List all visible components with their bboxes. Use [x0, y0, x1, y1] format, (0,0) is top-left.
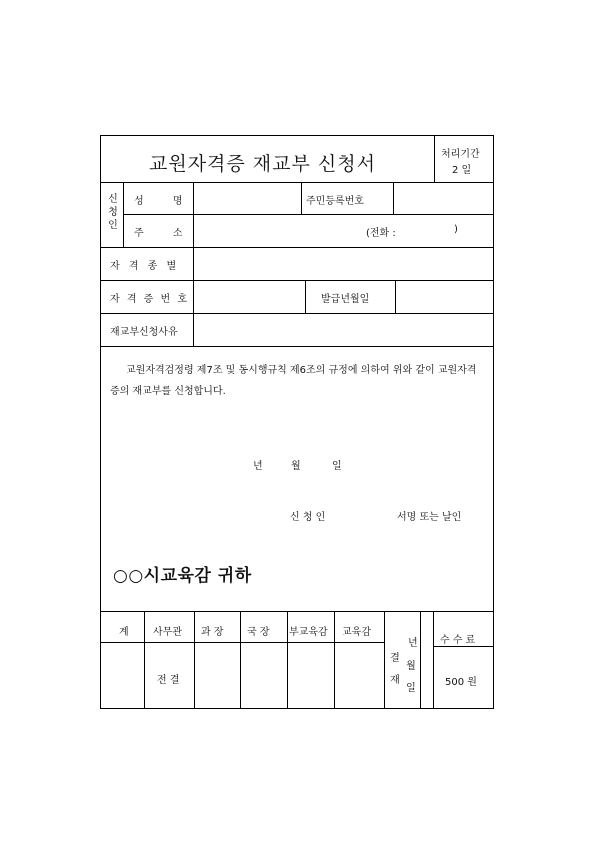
divider: [101, 346, 493, 347]
approval-decision: 전 결: [157, 675, 180, 686]
approval-header-officer: 사무관: [153, 627, 182, 638]
divider: [384, 611, 385, 709]
fee-value: 500 원: [445, 677, 477, 688]
divider: [240, 611, 241, 709]
applicant-group-label: 신청인: [108, 194, 118, 231]
approval-header-clerk: 계: [119, 627, 129, 638]
divider: [305, 280, 306, 313]
approval-header-section-chief: 과 장: [201, 627, 224, 638]
qualification-label: 자 격 종 별: [110, 261, 180, 272]
divider: [433, 611, 434, 709]
date-year: 년: [253, 461, 263, 472]
reason-label: 재교부신청사유: [110, 327, 178, 338]
sign-col-approval: 결재: [390, 653, 400, 686]
rrn-label: 주민등록번호: [306, 196, 364, 207]
phone-close: ): [454, 224, 458, 235]
divider: [101, 642, 384, 643]
divider: [434, 136, 435, 182]
address-label: 주 소: [134, 228, 186, 239]
approval-header-superintendent: 교육감: [342, 627, 371, 638]
divider: [123, 214, 493, 215]
date-month: 월: [291, 461, 301, 472]
sign-col-month-day: 월일: [406, 661, 416, 694]
divider: [301, 182, 302, 214]
divider: [287, 611, 288, 709]
phone-label: (전화 :: [366, 228, 396, 239]
processing-period-label: 처리기간: [441, 149, 480, 160]
issue-date-label: 발급년월일: [321, 294, 370, 305]
date-day: 일: [332, 461, 342, 472]
divider: [433, 646, 493, 647]
divider: [395, 280, 396, 313]
addressee: ○○시교육감 귀하: [113, 566, 252, 586]
declaration-text: 교원자격검정령 제7조 및 동시행규칙 제6조의 규정에 의하여 위와 같이 교원자격증의 재교부를 신청합니다.: [110, 365, 477, 397]
sign-col-year: 년: [408, 638, 418, 649]
divider: [144, 611, 145, 709]
signature-note: 서명 또는 날인: [397, 512, 462, 523]
divider: [393, 182, 394, 214]
divider: [101, 280, 493, 281]
divider: [101, 182, 493, 183]
divider: [193, 280, 194, 313]
fee-label: 수 수 료: [440, 635, 476, 646]
signature-applicant-label: 신 청 인: [290, 512, 326, 523]
cert-number-label: 자 격 증 번 호: [110, 294, 190, 305]
divider: [101, 247, 493, 248]
divider: [334, 611, 335, 709]
application-form: [100, 135, 494, 709]
divider: [101, 611, 493, 612]
divider: [193, 247, 194, 280]
processing-period-value: 2 일: [452, 165, 472, 176]
form-title: 교원자격증 재교부 신청서: [149, 153, 376, 175]
divider: [194, 611, 195, 709]
name-label: 성 명: [134, 196, 186, 207]
divider: [193, 313, 194, 346]
approval-header-director: 국 장: [247, 627, 270, 638]
divider: [101, 313, 493, 314]
approval-header-deputy-superintendent: 부교육감: [289, 627, 328, 638]
divider: [420, 611, 421, 709]
